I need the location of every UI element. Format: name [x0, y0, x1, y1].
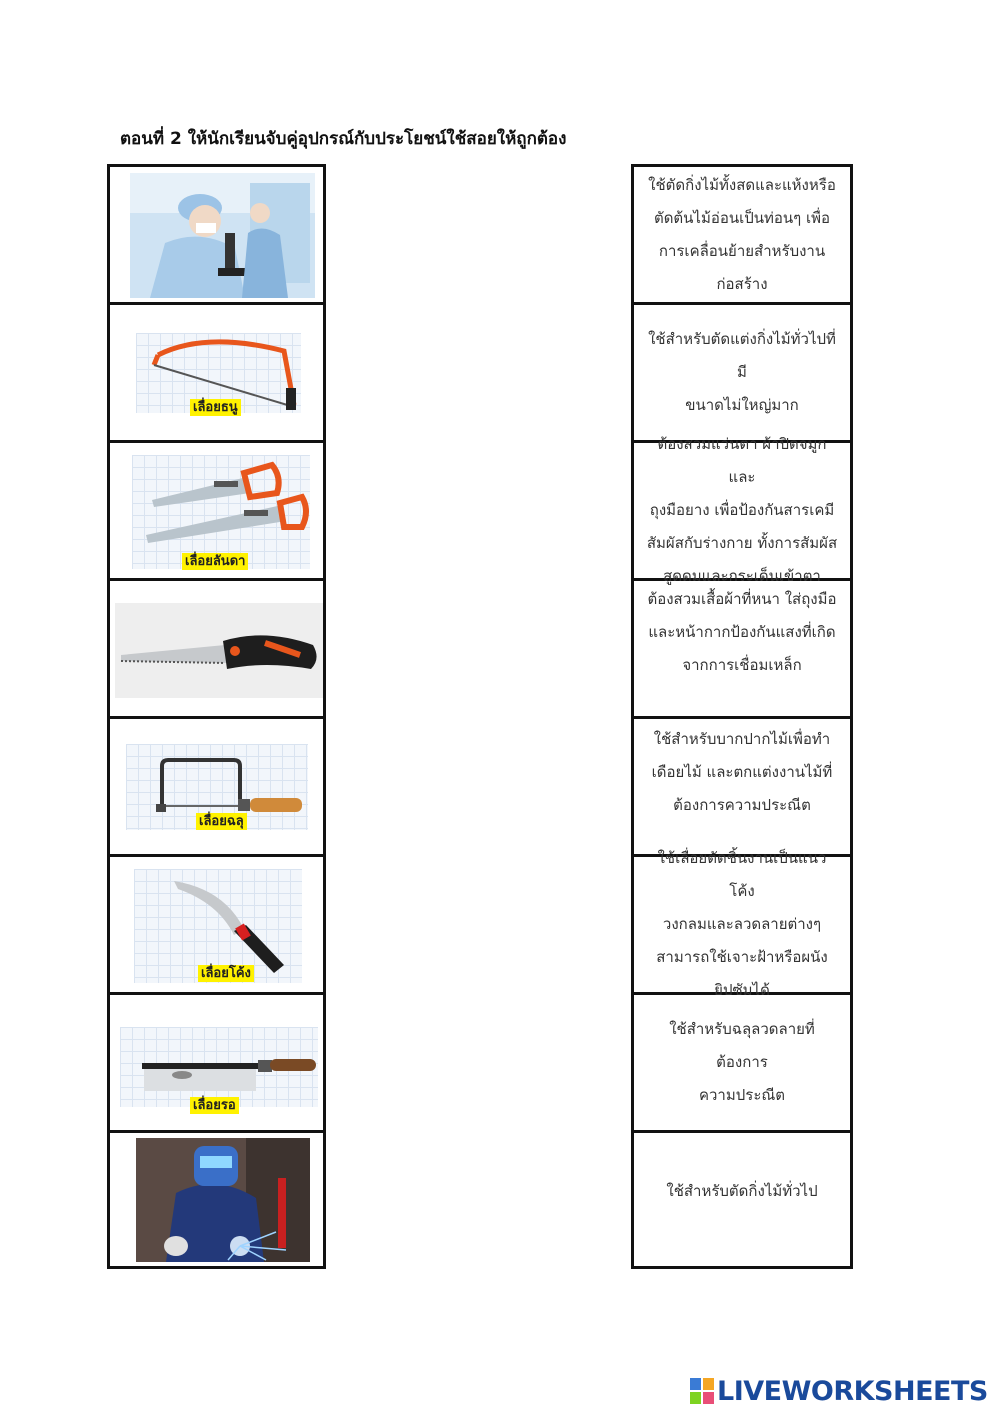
use-description: ใช้สำหรับฉลุลวดลายที่ต้องการ ความประณีต	[669, 1020, 815, 1104]
right-cell-1[interactable]	[634, 167, 850, 305]
lab-scientist-image	[130, 173, 315, 298]
liveworksheets-logo-icon	[690, 1378, 714, 1404]
tool-label: เลื่อยฉลุ	[196, 813, 247, 830]
logo-text: LIVEWORKSHEETS	[717, 1375, 988, 1407]
tool-label: เลื่อยลันดา	[182, 553, 248, 570]
right-cell-7[interactable]	[634, 995, 850, 1133]
welder-image	[136, 1138, 310, 1262]
left-cell-7[interactable]	[110, 995, 323, 1133]
right-cell-8[interactable]	[634, 1133, 850, 1266]
use-description: ใช้สำหรับบากปากไม้เพื่อทำ เดือยไม้ และตกแต่งงานไม้ที่ ต้องการความประณีต	[651, 730, 833, 814]
tool-label: เลื่อยธนู	[190, 399, 241, 416]
left-cell-8[interactable]	[110, 1133, 323, 1266]
uses-column	[631, 164, 853, 1269]
right-cell-6[interactable]	[634, 849, 850, 999]
left-cell-3[interactable]	[110, 443, 323, 581]
right-cell-4[interactable]	[634, 581, 850, 719]
page-title: ตอนที่ 2 ให้นักเรียนจับคู่อุปกรณ์กับประโยชน์ใช้สอยให้ถูกต้อง	[120, 129, 567, 149]
right-cell-5[interactable]	[634, 719, 850, 857]
use-description: ใช้เลื่อยตัดชิ้นงานเป็นแนวโค้ง วงกลมและลวดลายต่างๆ สามารถใช้เจาะฝ้าหรือผนัง ยิปซัมได้	[656, 849, 828, 999]
right-cell-2[interactable]	[634, 305, 850, 443]
back-saw-image	[120, 1027, 318, 1107]
liveworksheets-logo[interactable]	[690, 1374, 988, 1408]
use-description: ใช้สำหรับตัดกิ่งไม้ทั่วไป	[666, 1182, 818, 1200]
use-description: ต้องสวมแว่นตา ผ้าปิดจมูก และ ถุงมือยาง เพื่อป้องกันสารเคมี สัมผัสกับร่างกาย ทั้งการสัมผัส สูดดมและกระเด็นเข้าตา	[646, 435, 838, 585]
use-description: ใช้ตัดกิ่งไม้ทั้งสดและแห้งหรือ ตัดต้นไม้อ่อนเป็นท่อนๆ เพื่อ การเคลื่อนย้ายสำหรับงาน ก่อสร้าง	[648, 175, 836, 293]
left-cell-4[interactable]	[110, 581, 323, 719]
use-description: ต้องสวมเสื้อผ้าที่หนา ใส่ถุงมือ และหน้ากากป้องกันแสงที่เกิด จากการเชื่อมเหล็ก	[647, 590, 837, 674]
hand-saw-image	[132, 455, 310, 569]
right-cell-3[interactable]	[634, 435, 850, 585]
tool-label: เลื่อยโค้ง	[198, 965, 254, 982]
left-cell-5[interactable]	[110, 719, 323, 857]
left-cell-1[interactable]	[110, 167, 323, 305]
left-cell-6[interactable]	[110, 857, 323, 995]
left-cell-2[interactable]	[110, 305, 323, 443]
pruning-saw-image	[115, 603, 323, 698]
tool-label: เลื่อยรอ	[190, 1097, 239, 1114]
tools-column	[107, 164, 326, 1269]
use-description: ใช้สำหรับตัดแต่งกิ่งไม้ทั่วไปที่มี ขนาดไม่ใหญ่มาก	[648, 330, 836, 414]
